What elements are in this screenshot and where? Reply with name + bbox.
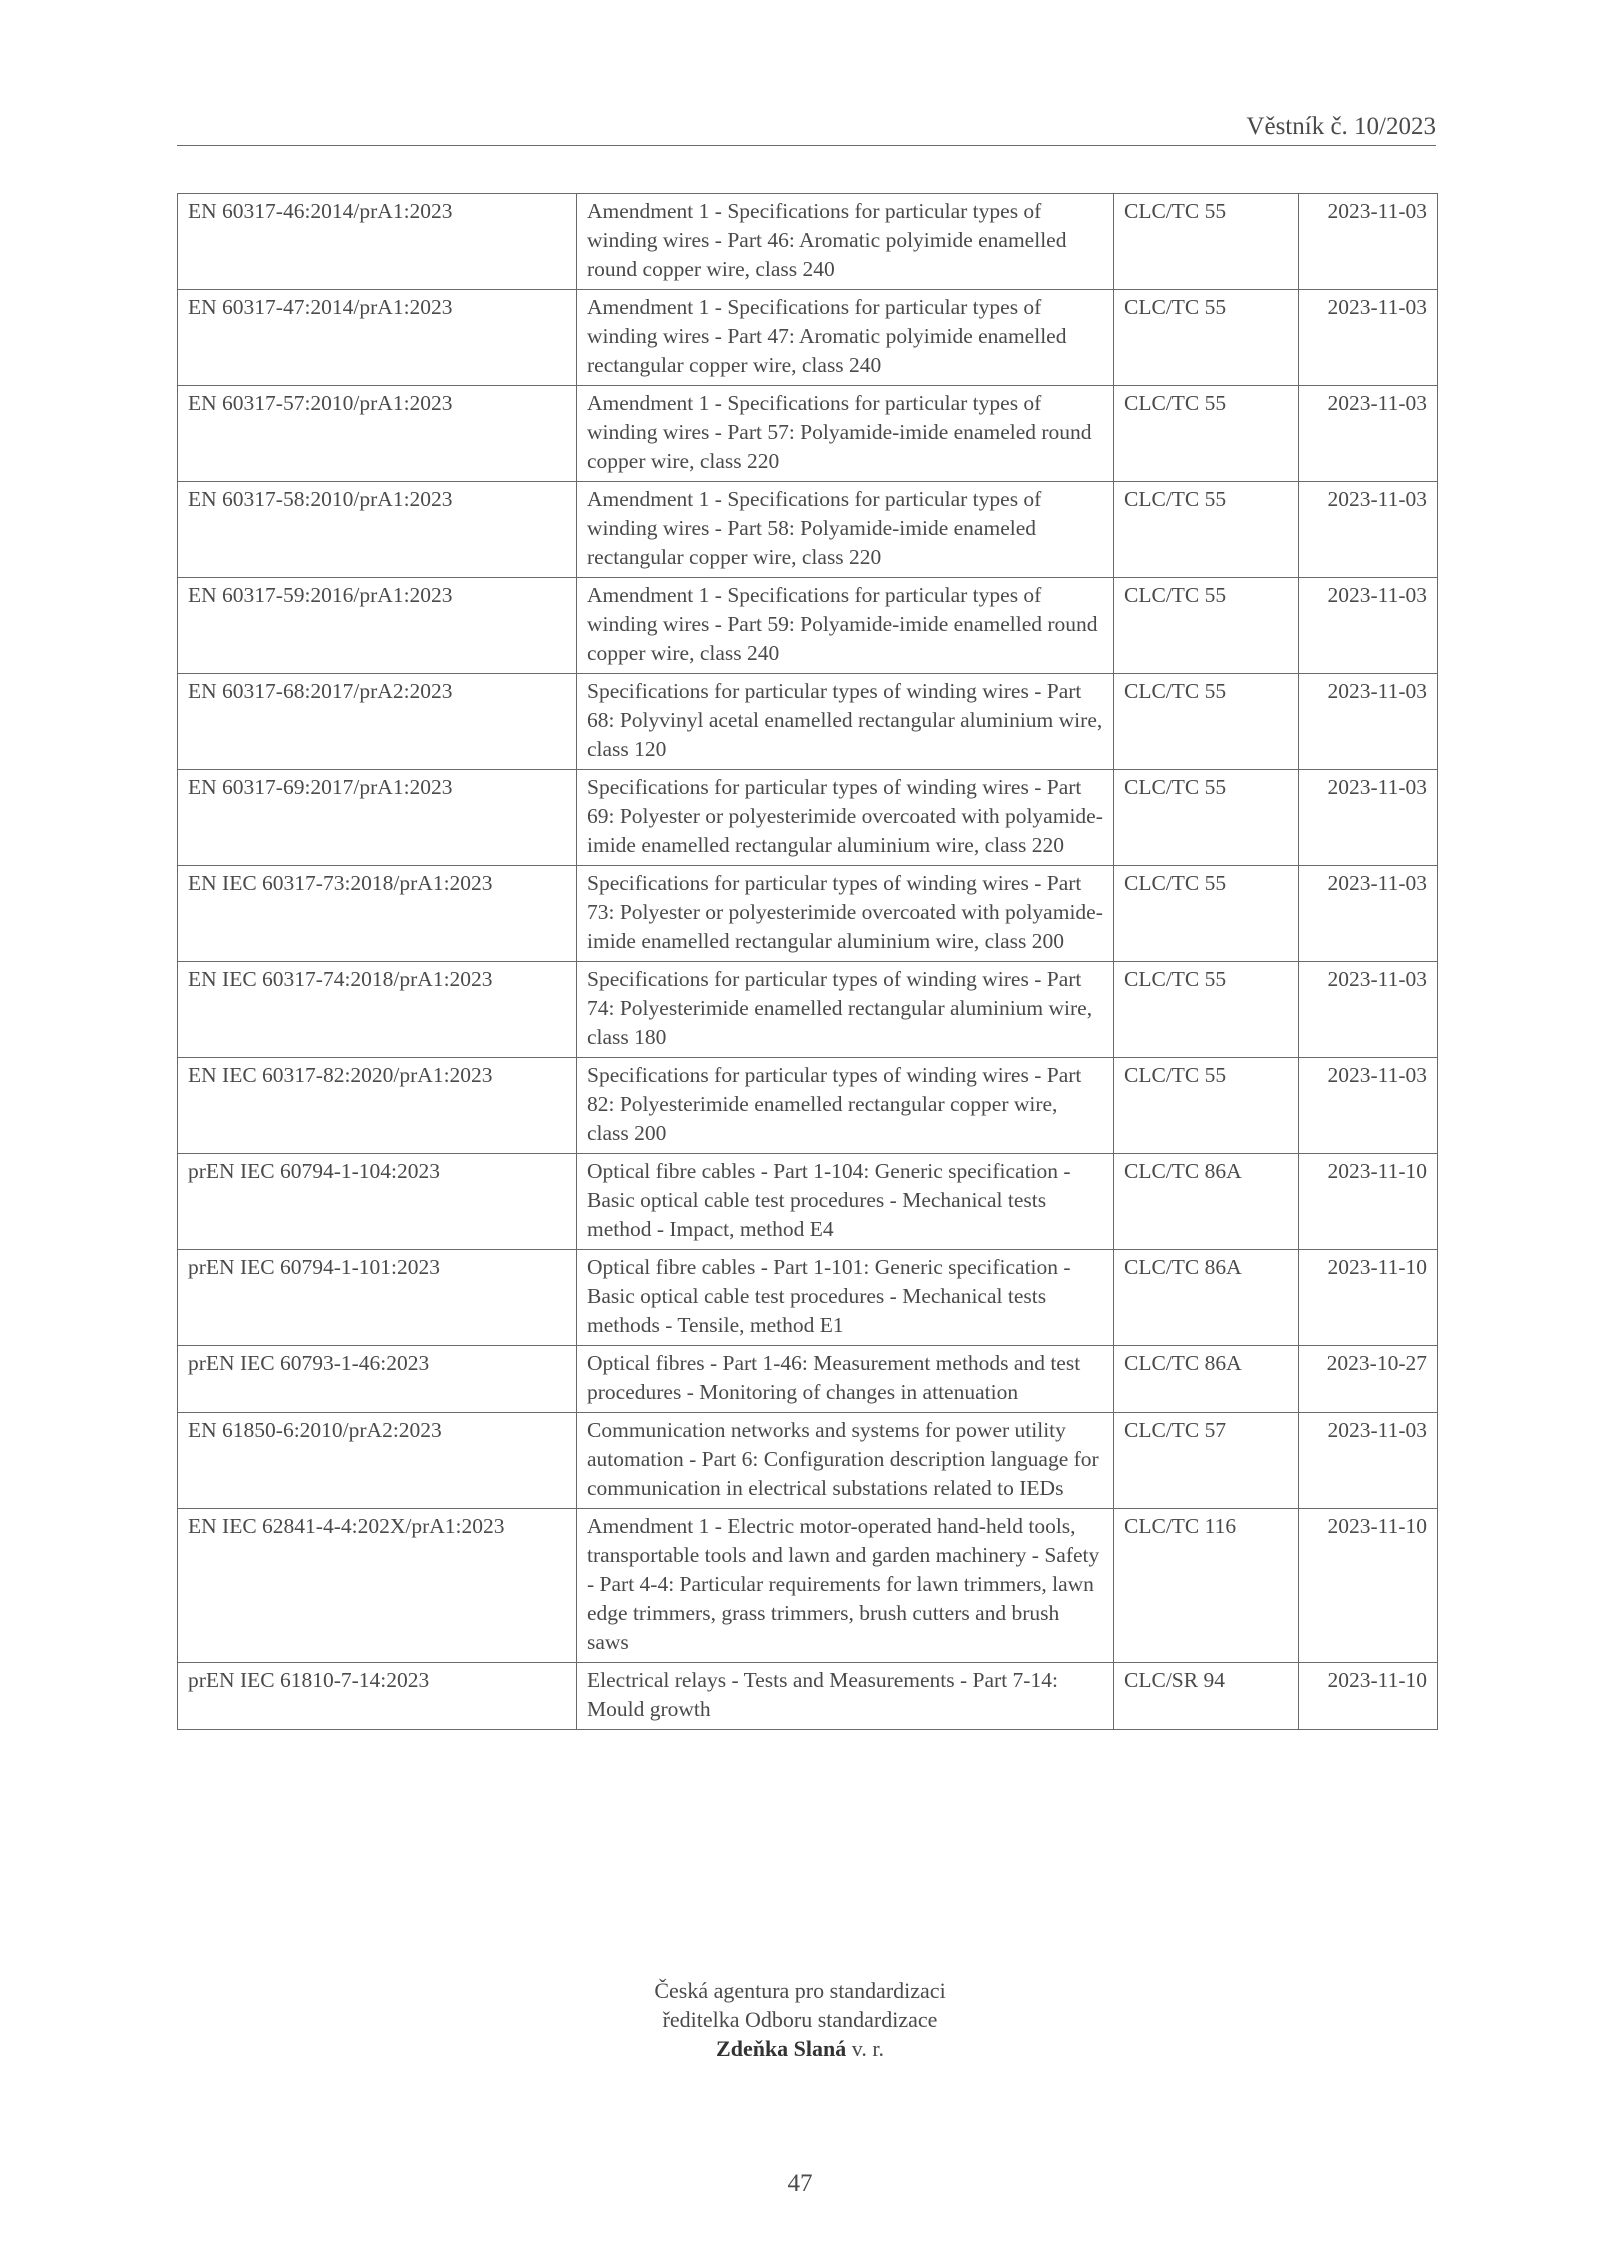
committee-cell: CLC/TC 55 <box>1114 482 1299 578</box>
bulletin-title: Věstník č. 10/2023 <box>1246 113 1436 140</box>
standard-title-cell: Amendment 1 - Specifications for particular types of winding wires - Part 59: Polyamide-imide enamelled round copper wire, class 240 <box>577 578 1114 674</box>
standard-code-cell: prEN IEC 60793-1-46:2023 <box>178 1346 577 1413</box>
deadline-date-cell: 2023-11-10 <box>1299 1663 1438 1730</box>
committee-cell: CLC/SR 94 <box>1114 1663 1299 1730</box>
deadline-date-cell: 2023-11-03 <box>1299 290 1438 386</box>
committee-cell: CLC/TC 55 <box>1114 866 1299 962</box>
deadline-date-cell: 2023-11-10 <box>1299 1509 1438 1663</box>
standard-title-cell: Specifications for particular types of winding wires - Part 73: Polyester or polyesterimide overcoated with polyamide-imide enamelled rectangular aluminium wire, class 200 <box>577 866 1114 962</box>
table-row <box>178 1346 1438 1413</box>
deadline-date-cell: 2023-11-03 <box>1299 962 1438 1058</box>
table-row <box>178 1058 1438 1154</box>
committee-cell: CLC/TC 55 <box>1114 578 1299 674</box>
committee-cell: CLC/TC 55 <box>1114 962 1299 1058</box>
table-row <box>178 866 1438 962</box>
deadline-date-cell: 2023-11-03 <box>1299 386 1438 482</box>
deadline-date-cell: 2023-11-10 <box>1299 1250 1438 1346</box>
standard-title-cell: Specifications for particular types of winding wires - Part 68: Polyvinyl acetal enamelled rectangular aluminium wire, class 120 <box>577 674 1114 770</box>
standard-code-cell: EN IEC 60317-74:2018/prA1:2023 <box>178 962 577 1058</box>
standard-title-cell: Specifications for particular types of winding wires - Part 74: Polyesterimide enamelled rectangular aluminium wire, class 180 <box>577 962 1114 1058</box>
standard-code-cell: EN 60317-68:2017/prA2:2023 <box>178 674 577 770</box>
table-row <box>178 770 1438 866</box>
standard-code-cell: EN 60317-46:2014/prA1:2023 <box>178 194 577 290</box>
standard-title-cell: Specifications for particular types of winding wires - Part 69: Polyester or polyesterimide overcoated with polyamide-imide enamelled rectangular aluminium wire, class 220 <box>577 770 1114 866</box>
standards-table-body <box>178 194 1438 1730</box>
deadline-date-cell: 2023-11-03 <box>1299 1058 1438 1154</box>
deadline-date-cell: 2023-11-03 <box>1299 482 1438 578</box>
standard-code-cell: EN 60317-57:2010/prA1:2023 <box>178 386 577 482</box>
standard-title-cell: Communication networks and systems for power utility automation - Part 6: Configuration description language for communication in electrical substations related to IEDs <box>577 1413 1114 1509</box>
standard-title-cell: Electrical relays - Tests and Measurements - Part 7-14: Mould growth <box>577 1663 1114 1730</box>
signature-block <box>0 1976 1600 2063</box>
committee-cell: CLC/TC 55 <box>1114 770 1299 866</box>
standard-title-cell: Optical fibre cables - Part 1-101: Generic specification - Basic optical cable test procedures - Mechanical tests methods - Tensile, method E1 <box>577 1250 1114 1346</box>
table-row <box>178 194 1438 290</box>
standard-title-cell: Amendment 1 - Specifications for particular types of winding wires - Part 47: Aromatic polyimide enamelled rectangular copper wire, class 240 <box>577 290 1114 386</box>
standard-code-cell: EN 60317-47:2014/prA1:2023 <box>178 290 577 386</box>
deadline-date-cell: 2023-10-27 <box>1299 1346 1438 1413</box>
standard-code-cell: EN 61850-6:2010/prA2:2023 <box>178 1413 577 1509</box>
standard-title-cell: Amendment 1 - Electric motor-operated hand-held tools, transportable tools and lawn and garden machinery - Safety - Part 4-4: Particular requirements for lawn trimmers, lawn edge trimmers, grass trimmers, brush cutters and brush saws <box>577 1509 1114 1663</box>
standard-title-cell: Optical fibre cables - Part 1-104: Generic specification - Basic optical cable test procedures - Mechanical tests method - Impact, method E4 <box>577 1154 1114 1250</box>
committee-cell: CLC/TC 55 <box>1114 1058 1299 1154</box>
standard-code-cell: EN IEC 62841-4-4:202X/prA1:2023 <box>178 1509 577 1663</box>
table-row <box>178 962 1438 1058</box>
standard-title-cell: Specifications for particular types of winding wires - Part 82: Polyesterimide enamelled rectangular copper wire, class 200 <box>577 1058 1114 1154</box>
table-row <box>178 1250 1438 1346</box>
committee-cell: CLC/TC 86A <box>1114 1250 1299 1346</box>
signatory-line <box>0 2034 1600 2063</box>
standard-code-cell: EN IEC 60317-73:2018/prA1:2023 <box>178 866 577 962</box>
standard-code-cell: EN IEC 60317-82:2020/prA1:2023 <box>178 1058 577 1154</box>
deadline-date-cell: 2023-11-03 <box>1299 1413 1438 1509</box>
committee-cell: CLC/TC 57 <box>1114 1413 1299 1509</box>
standard-code-cell: prEN IEC 61810-7-14:2023 <box>178 1663 577 1730</box>
standard-code-cell: prEN IEC 60794-1-104:2023 <box>178 1154 577 1250</box>
standard-code-cell: prEN IEC 60794-1-101:2023 <box>178 1250 577 1346</box>
deadline-date-cell: 2023-11-03 <box>1299 770 1438 866</box>
table-row <box>178 674 1438 770</box>
signatory-name: Zdeňka Slaná <box>716 2036 847 2061</box>
committee-cell: CLC/TC 55 <box>1114 290 1299 386</box>
deadline-date-cell: 2023-11-03 <box>1299 578 1438 674</box>
page-number: 47 <box>787 2170 813 2197</box>
deadline-date-cell: 2023-11-03 <box>1299 194 1438 290</box>
deadline-date-cell: 2023-11-10 <box>1299 1154 1438 1250</box>
table-row <box>178 1663 1438 1730</box>
deadline-date-cell: 2023-11-03 <box>1299 866 1438 962</box>
agency-name: Česká agentura pro standardizaci <box>654 1978 946 2003</box>
standard-title-cell: Amendment 1 - Specifications for particular types of winding wires - Part 46: Aromatic polyimide enamelled round copper wire, class 240 <box>577 194 1114 290</box>
table-row <box>178 1509 1438 1663</box>
standard-title-cell: Amendment 1 - Specifications for particular types of winding wires - Part 58: Polyamide-imide enameled rectangular copper wire, class 220 <box>577 482 1114 578</box>
standard-code-cell: EN 60317-59:2016/prA1:2023 <box>178 578 577 674</box>
committee-cell: CLC/TC 86A <box>1114 1346 1299 1413</box>
table-row <box>178 1413 1438 1509</box>
committee-cell: CLC/TC 116 <box>1114 1509 1299 1663</box>
standards-table <box>177 193 1438 1730</box>
signatory-position: ředitelka Odboru standardizace <box>662 2007 938 2032</box>
committee-cell: CLC/TC 86A <box>1114 1154 1299 1250</box>
deadline-date-cell: 2023-11-03 <box>1299 674 1438 770</box>
standard-title-cell: Optical fibres - Part 1-46: Measurement methods and test procedures - Monitoring of changes in attenuation <box>577 1346 1114 1413</box>
committee-cell: CLC/TC 55 <box>1114 386 1299 482</box>
header-divider <box>177 145 1436 146</box>
standard-title-cell: Amendment 1 - Specifications for particular types of winding wires - Part 57: Polyamide-imide enameled round copper wire, class 220 <box>577 386 1114 482</box>
table-row <box>178 482 1438 578</box>
table-row <box>178 386 1438 482</box>
table-row <box>178 290 1438 386</box>
committee-cell: CLC/TC 55 <box>1114 674 1299 770</box>
committee-cell: CLC/TC 55 <box>1114 194 1299 290</box>
table-row <box>178 578 1438 674</box>
table-row <box>178 1154 1438 1250</box>
signatory-suffix: v. r. <box>846 2036 884 2061</box>
standard-code-cell: EN 60317-69:2017/prA1:2023 <box>178 770 577 866</box>
standard-code-cell: EN 60317-58:2010/prA1:2023 <box>178 482 577 578</box>
